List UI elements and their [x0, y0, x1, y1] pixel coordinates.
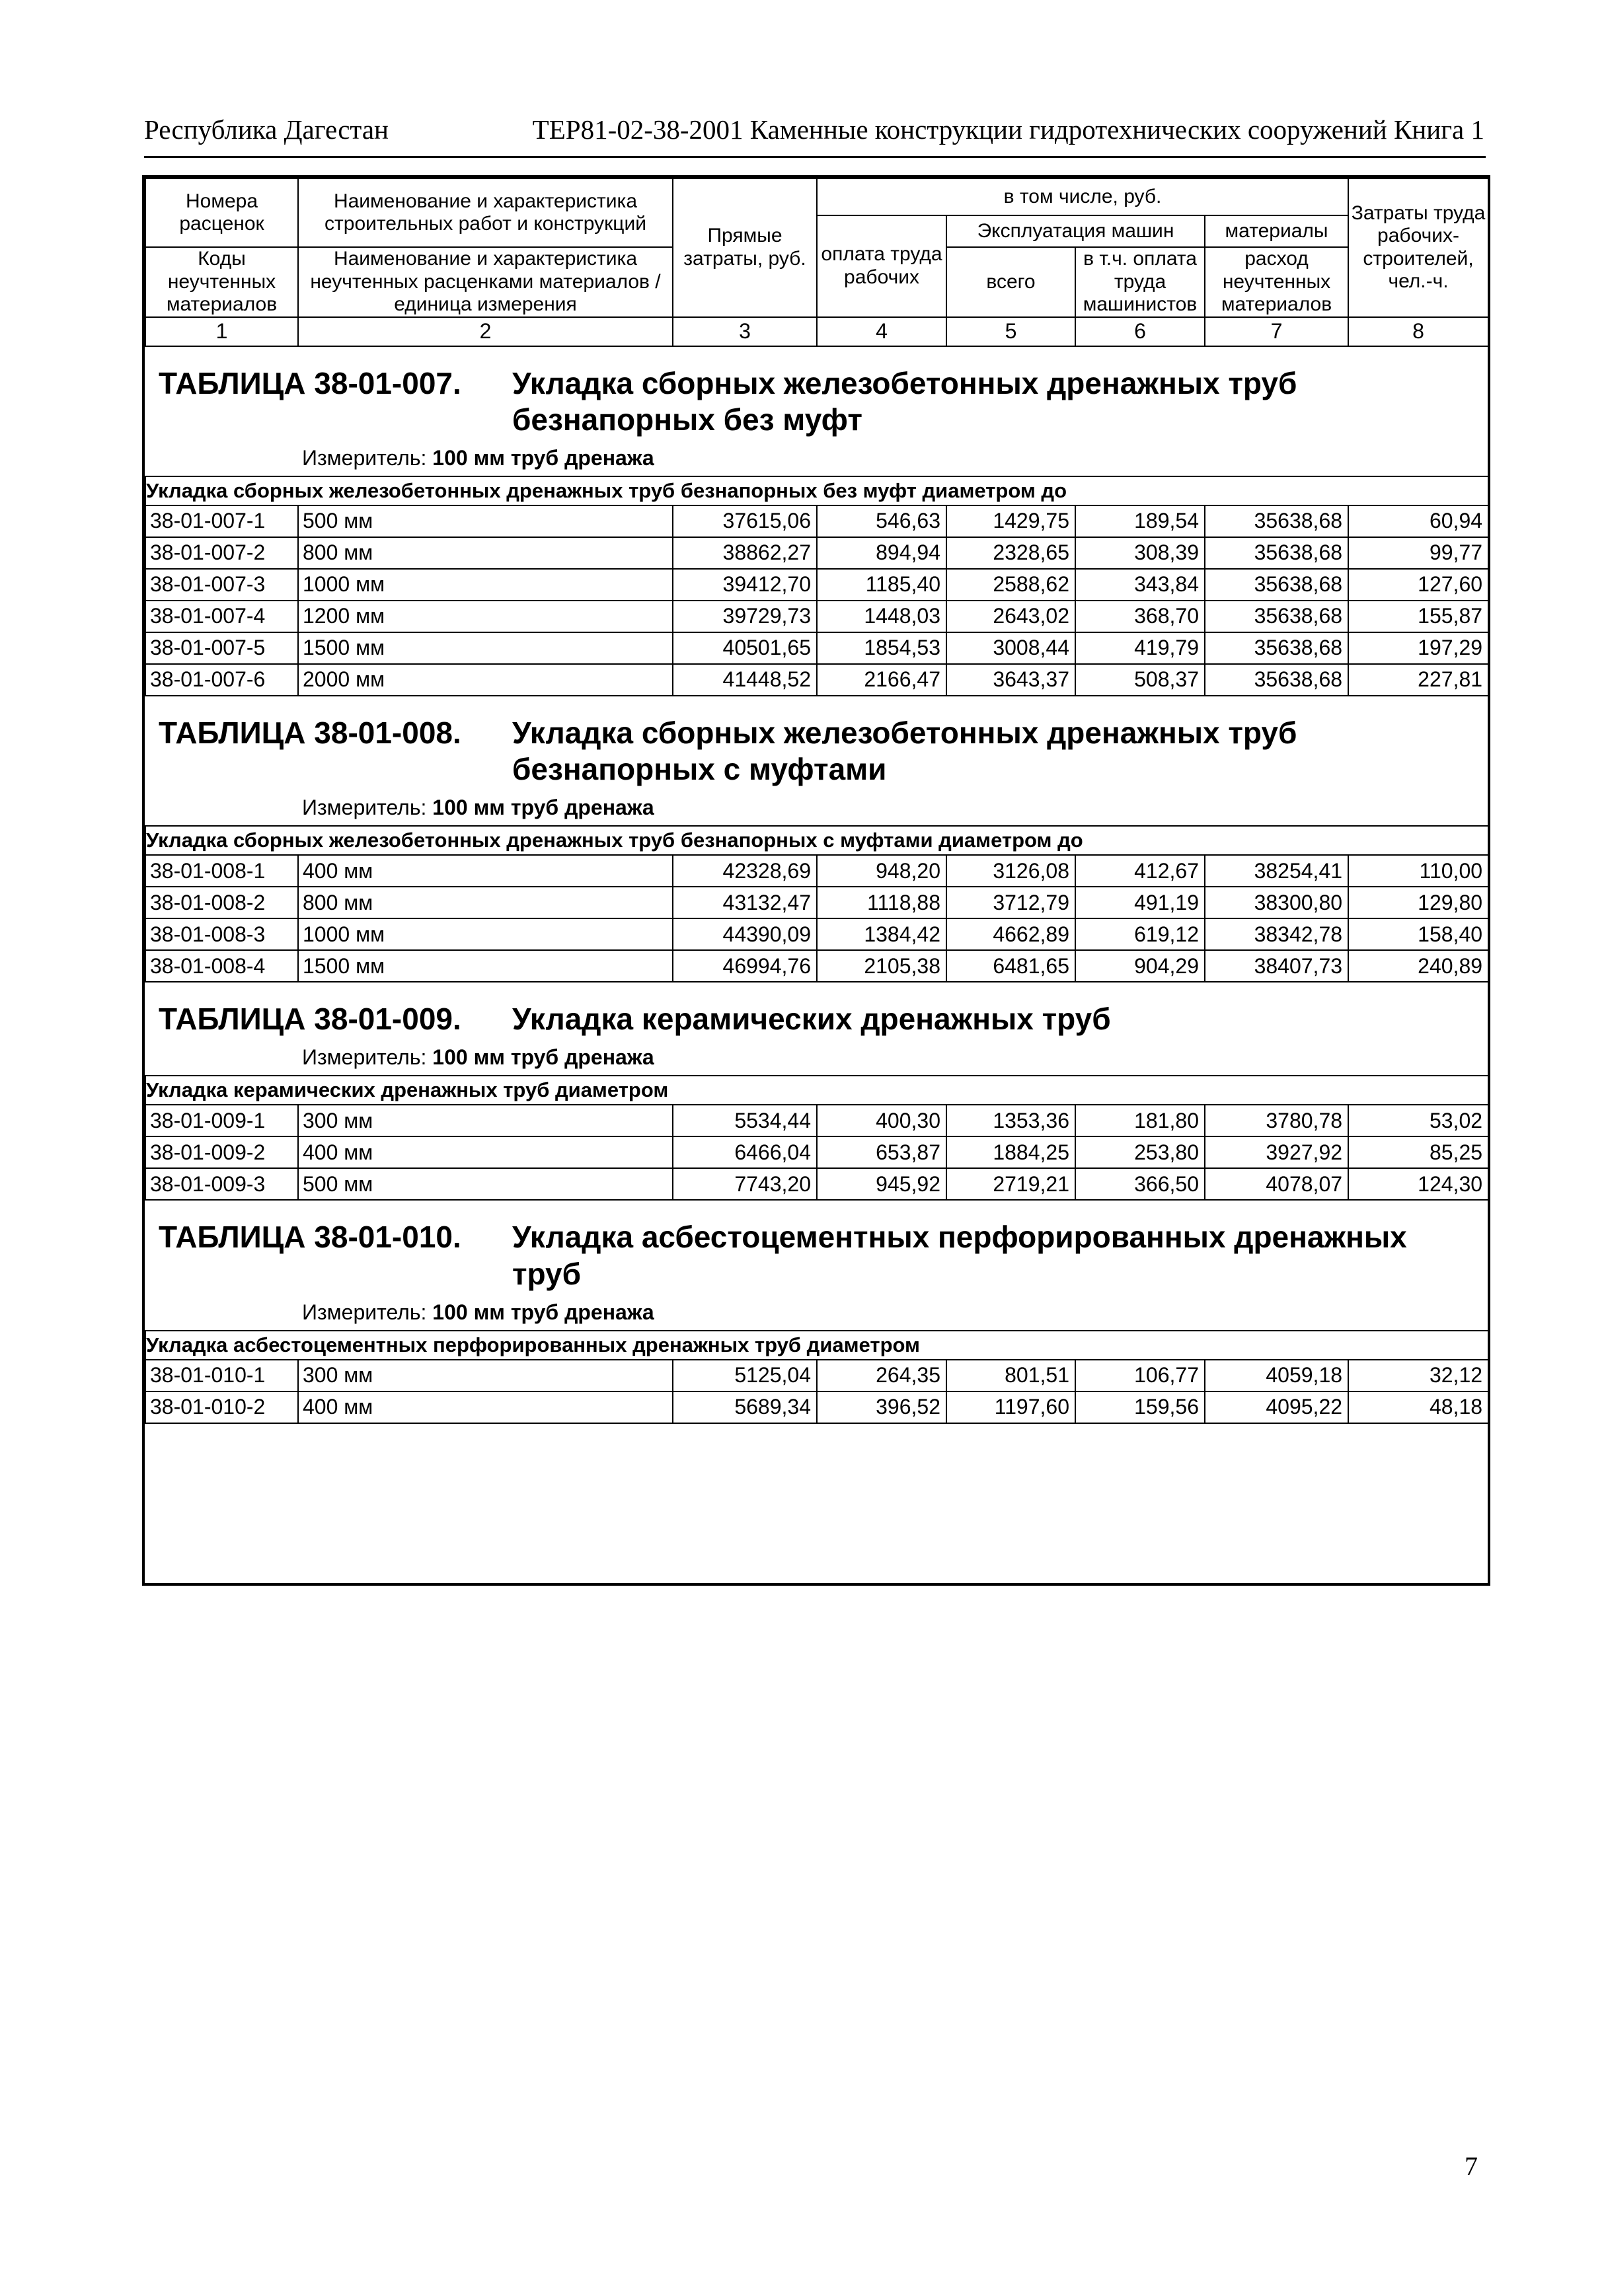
measure-unit [145, 792, 1488, 825]
cell-machines-total: 1353,36 [946, 1105, 1075, 1136]
cell-operator-pay: 181,80 [1075, 1105, 1205, 1136]
cell-worker-pay: 400,30 [817, 1105, 946, 1136]
cell-labor-hours: 99,77 [1348, 537, 1488, 569]
table-name: Укладка керамических дренажных труб [512, 1002, 1111, 1037]
cell-worker-pay: 1854,53 [817, 632, 946, 664]
section-subheader: Укладка керамических дренажных труб диаметром [145, 1076, 1488, 1105]
cell-machines-total: 1197,60 [946, 1391, 1075, 1423]
measure-unit [145, 1296, 1488, 1330]
measure-value: 100 мм труб дренажа [432, 796, 654, 820]
col-header-material-codes: Коды неучтенных материалов [145, 247, 298, 317]
cell-worker-pay: 1384,42 [817, 918, 946, 950]
cell-operator-pay: 368,70 [1075, 601, 1205, 632]
cell-materials-cost: 35638,68 [1205, 537, 1348, 569]
cell-rate-code: 38-01-007-5 [145, 632, 298, 664]
cell-direct-costs: 40501,65 [673, 632, 817, 664]
col-header-materials: материалы [1205, 215, 1348, 247]
cell-operator-pay: 366,50 [1075, 1168, 1205, 1200]
col-header-operator-pay: в т.ч. оплата труда машинистов [1075, 247, 1205, 317]
cell-operator-pay: 308,39 [1075, 537, 1205, 569]
table-label: ТАБЛИЦА 38-01-007. [159, 365, 461, 400]
cell-labor-hours: 227,81 [1348, 664, 1488, 696]
col-number: 8 [1348, 317, 1488, 346]
table-row [145, 918, 1488, 950]
col-number: 5 [946, 317, 1075, 346]
section-subheader: Укладка асбестоцементных перфорированных дренажных труб диаметром [145, 1331, 1488, 1360]
cell-direct-costs: 41448,52 [673, 664, 817, 696]
cell-worker-pay: 2166,47 [817, 664, 946, 696]
cell-direct-costs: 38862,27 [673, 537, 817, 569]
cell-materials-cost: 35638,68 [1205, 569, 1348, 601]
cell-materials-cost: 3927,92 [1205, 1136, 1348, 1168]
table-row [145, 1360, 1488, 1391]
cell-worker-pay: 1448,03 [817, 601, 946, 632]
cell-machines-total: 1429,75 [946, 505, 1075, 537]
cell-diameter: 400 мм [298, 855, 673, 887]
cell-labor-hours: 53,02 [1348, 1105, 1488, 1136]
cell-rate-code: 38-01-007-4 [145, 601, 298, 632]
table-row [145, 887, 1488, 918]
cell-labor-hours: 60,94 [1348, 505, 1488, 537]
cell-labor-hours: 129,80 [1348, 887, 1488, 918]
cell-machines-total: 2328,65 [946, 537, 1075, 569]
cell-diameter: 800 мм [298, 887, 673, 918]
cell-diameter: 1000 мм [298, 918, 673, 950]
cell-direct-costs: 37615,06 [673, 505, 817, 537]
table-row [145, 664, 1488, 696]
table-row [145, 950, 1488, 982]
table-label: ТАБЛИЦА 38-01-009. [159, 1002, 461, 1037]
cell-machines-total: 3643,37 [946, 664, 1075, 696]
table-label: ТАБЛИЦА 38-01-010. [159, 1220, 461, 1255]
section-subheader: Укладка сборных железобетонных дренажных труб безнапорных без муфт диаметром до [145, 476, 1488, 505]
cell-worker-pay: 948,20 [817, 855, 946, 887]
cell-direct-costs: 5534,44 [673, 1105, 817, 1136]
measure-label: Измеритель: [302, 1045, 427, 1070]
cell-direct-costs: 7743,20 [673, 1168, 817, 1200]
cell-worker-pay: 396,52 [817, 1391, 946, 1423]
table-row [145, 601, 1488, 632]
cell-operator-pay: 159,56 [1075, 1391, 1205, 1423]
cell-diameter: 800 мм [298, 537, 673, 569]
col-number: 6 [1075, 317, 1205, 346]
cell-operator-pay: 253,80 [1075, 1136, 1205, 1168]
table-row [145, 632, 1488, 664]
measure-label: Измеритель: [302, 1300, 427, 1324]
cell-materials-cost: 35638,68 [1205, 632, 1348, 664]
cell-operator-pay: 491,19 [1075, 887, 1205, 918]
cell-labor-hours: 158,40 [1348, 918, 1488, 950]
cell-operator-pay: 419,79 [1075, 632, 1205, 664]
cell-machines-total: 3126,08 [946, 855, 1075, 887]
cell-diameter: 1500 мм [298, 950, 673, 982]
col-header-material-names: Наименование и характеристика неучтенных расценками материалов / единица измерения [298, 247, 673, 317]
cell-machines-total: 3008,44 [946, 632, 1075, 664]
cell-diameter: 500 мм [298, 505, 673, 537]
cell-machines-total: 6481,65 [946, 950, 1075, 982]
table-row [145, 1391, 1488, 1423]
cell-labor-hours: 240,89 [1348, 950, 1488, 982]
cell-labor-hours: 110,00 [1348, 855, 1488, 887]
table-row [145, 1168, 1488, 1200]
cell-materials-cost: 35638,68 [1205, 505, 1348, 537]
cell-operator-pay: 106,77 [1075, 1360, 1205, 1391]
cell-materials-cost: 38407,73 [1205, 950, 1348, 982]
table-row [145, 505, 1488, 537]
col-number: 2 [298, 317, 673, 346]
table-name: Укладка асбестоцементных перфорированных дренажных труб [512, 1220, 1407, 1291]
cell-worker-pay: 264,35 [817, 1360, 946, 1391]
cell-operator-pay: 508,37 [1075, 664, 1205, 696]
cell-materials-cost: 4059,18 [1205, 1360, 1348, 1391]
cell-diameter: 1500 мм [298, 632, 673, 664]
page-number: 7 [1465, 2151, 1478, 2181]
cell-direct-costs: 42328,69 [673, 855, 817, 887]
cell-rate-code: 38-01-007-6 [145, 664, 298, 696]
table-title [145, 1201, 1488, 1296]
cell-direct-costs: 43132,47 [673, 887, 817, 918]
norms-table [145, 178, 1489, 1424]
cell-materials-cost: 4078,07 [1205, 1168, 1348, 1200]
col-header-worker-pay: оплата труда рабочих [817, 215, 946, 317]
cell-machines-total: 3712,79 [946, 887, 1075, 918]
header-rule [144, 156, 1486, 158]
col-header-material-consumption: расход неучтенных материалов [1205, 247, 1348, 317]
cell-labor-hours: 32,12 [1348, 1360, 1488, 1391]
region-title: Республика Дагестан [144, 114, 389, 145]
cell-diameter: 400 мм [298, 1391, 673, 1423]
cell-diameter: 400 мм [298, 1136, 673, 1168]
cell-machines-total: 801,51 [946, 1360, 1075, 1391]
cell-operator-pay: 343,84 [1075, 569, 1205, 601]
cell-machines-total: 4662,89 [946, 918, 1075, 950]
cell-materials-cost: 35638,68 [1205, 664, 1348, 696]
cell-rate-code: 38-01-008-4 [145, 950, 298, 982]
cell-labor-hours: 85,25 [1348, 1136, 1488, 1168]
cell-worker-pay: 653,87 [817, 1136, 946, 1168]
cell-diameter: 2000 мм [298, 664, 673, 696]
table-title [145, 347, 1488, 442]
measure-value: 100 мм труб дренажа [432, 1300, 654, 1324]
cell-diameter: 1200 мм [298, 601, 673, 632]
cell-direct-costs: 39729,73 [673, 601, 817, 632]
table-row [145, 537, 1488, 569]
cell-direct-costs: 5689,34 [673, 1391, 817, 1423]
col-number: 4 [817, 317, 946, 346]
col-number: 3 [673, 317, 817, 346]
measure-label: Измеритель: [302, 445, 427, 470]
cell-worker-pay: 1118,88 [817, 887, 946, 918]
col-number: 7 [1205, 317, 1348, 346]
cell-rate-code: 38-01-007-3 [145, 569, 298, 601]
col-number: 1 [145, 317, 298, 346]
col-header-machines: Эксплуатация машин [946, 215, 1205, 247]
cell-direct-costs: 6466,04 [673, 1136, 817, 1168]
table-row [145, 1136, 1488, 1168]
col-header-including: в том числе, руб. [817, 178, 1348, 215]
measure-label: Измеритель: [302, 796, 427, 820]
cell-direct-costs: 5125,04 [673, 1360, 817, 1391]
cell-rate-code: 38-01-010-2 [145, 1391, 298, 1423]
cell-rate-code: 38-01-007-2 [145, 537, 298, 569]
cell-rate-code: 38-01-010-1 [145, 1360, 298, 1391]
col-header-work-name: Наименование и характеристика строительных работ и конструкций [298, 178, 673, 247]
cell-worker-pay: 894,94 [817, 537, 946, 569]
cell-materials-cost: 38254,41 [1205, 855, 1348, 887]
measure-value: 100 мм труб дренажа [432, 1045, 654, 1070]
cell-worker-pay: 1185,40 [817, 569, 946, 601]
cell-operator-pay: 904,29 [1075, 950, 1205, 982]
cell-diameter: 300 мм [298, 1360, 673, 1391]
table-name: Укладка сборных железобетонных дренажных труб безнапорных с муфтами [512, 715, 1297, 787]
cell-worker-pay: 546,63 [817, 505, 946, 537]
page-header [144, 111, 1484, 149]
cell-rate-code: 38-01-009-2 [145, 1136, 298, 1168]
cell-materials-cost: 4095,22 [1205, 1391, 1348, 1423]
cell-machines-total: 2588,62 [946, 569, 1075, 601]
cell-labor-hours: 127,60 [1348, 569, 1488, 601]
col-header-labor-hours: Затраты труда рабочих-строителей, чел.-ч. [1348, 178, 1488, 317]
cell-rate-code: 38-01-007-1 [145, 505, 298, 537]
cell-direct-costs: 44390,09 [673, 918, 817, 950]
col-header-rate-number: Номера расценок [145, 178, 298, 247]
cell-rate-code: 38-01-008-2 [145, 887, 298, 918]
cell-machines-total: 2719,21 [946, 1168, 1075, 1200]
measure-unit [145, 442, 1488, 476]
cell-labor-hours: 124,30 [1348, 1168, 1488, 1200]
cell-rate-code: 38-01-008-3 [145, 918, 298, 950]
cell-machines-total: 2643,02 [946, 601, 1075, 632]
cell-labor-hours: 155,87 [1348, 601, 1488, 632]
table-row [145, 569, 1488, 601]
document-title: ТЕР81-02-38-2001 Каменные конструкции гидротехнических сооружений Книга 1 [532, 114, 1484, 145]
cell-diameter: 1000 мм [298, 569, 673, 601]
cell-materials-cost: 38300,80 [1205, 887, 1348, 918]
cell-rate-code: 38-01-009-1 [145, 1105, 298, 1136]
cell-operator-pay: 189,54 [1075, 505, 1205, 537]
table-row [145, 1105, 1488, 1136]
table-name: Укладка сборных железобетонных дренажных труб безнапорных без муфт [512, 365, 1297, 437]
norms-table-frame [142, 175, 1490, 1586]
cell-worker-pay: 945,92 [817, 1168, 946, 1200]
section-subheader: Укладка сборных железобетонных дренажных труб безнапорных с муфтами диаметром до [145, 826, 1488, 855]
cell-operator-pay: 412,67 [1075, 855, 1205, 887]
cell-worker-pay: 2105,38 [817, 950, 946, 982]
cell-materials-cost: 3780,78 [1205, 1105, 1348, 1136]
cell-direct-costs: 46994,76 [673, 950, 817, 982]
table-label: ТАБЛИЦА 38-01-008. [159, 715, 461, 750]
cell-labor-hours: 48,18 [1348, 1391, 1488, 1423]
table-title [145, 696, 1488, 792]
cell-rate-code: 38-01-009-3 [145, 1168, 298, 1200]
cell-diameter: 300 мм [298, 1105, 673, 1136]
cell-rate-code: 38-01-008-1 [145, 855, 298, 887]
cell-materials-cost: 38342,78 [1205, 918, 1348, 950]
cell-materials-cost: 35638,68 [1205, 601, 1348, 632]
col-header-direct-costs: Прямые затраты, руб. [673, 178, 817, 317]
cell-diameter: 500 мм [298, 1168, 673, 1200]
col-header-machines-total: всего [946, 247, 1075, 317]
table-row [145, 855, 1488, 887]
cell-labor-hours: 197,29 [1348, 632, 1488, 664]
cell-machines-total: 1884,25 [946, 1136, 1075, 1168]
cell-direct-costs: 39412,70 [673, 569, 817, 601]
measure-value: 100 мм труб дренажа [432, 445, 654, 470]
table-title [145, 982, 1488, 1041]
measure-unit [145, 1041, 1488, 1075]
cell-operator-pay: 619,12 [1075, 918, 1205, 950]
